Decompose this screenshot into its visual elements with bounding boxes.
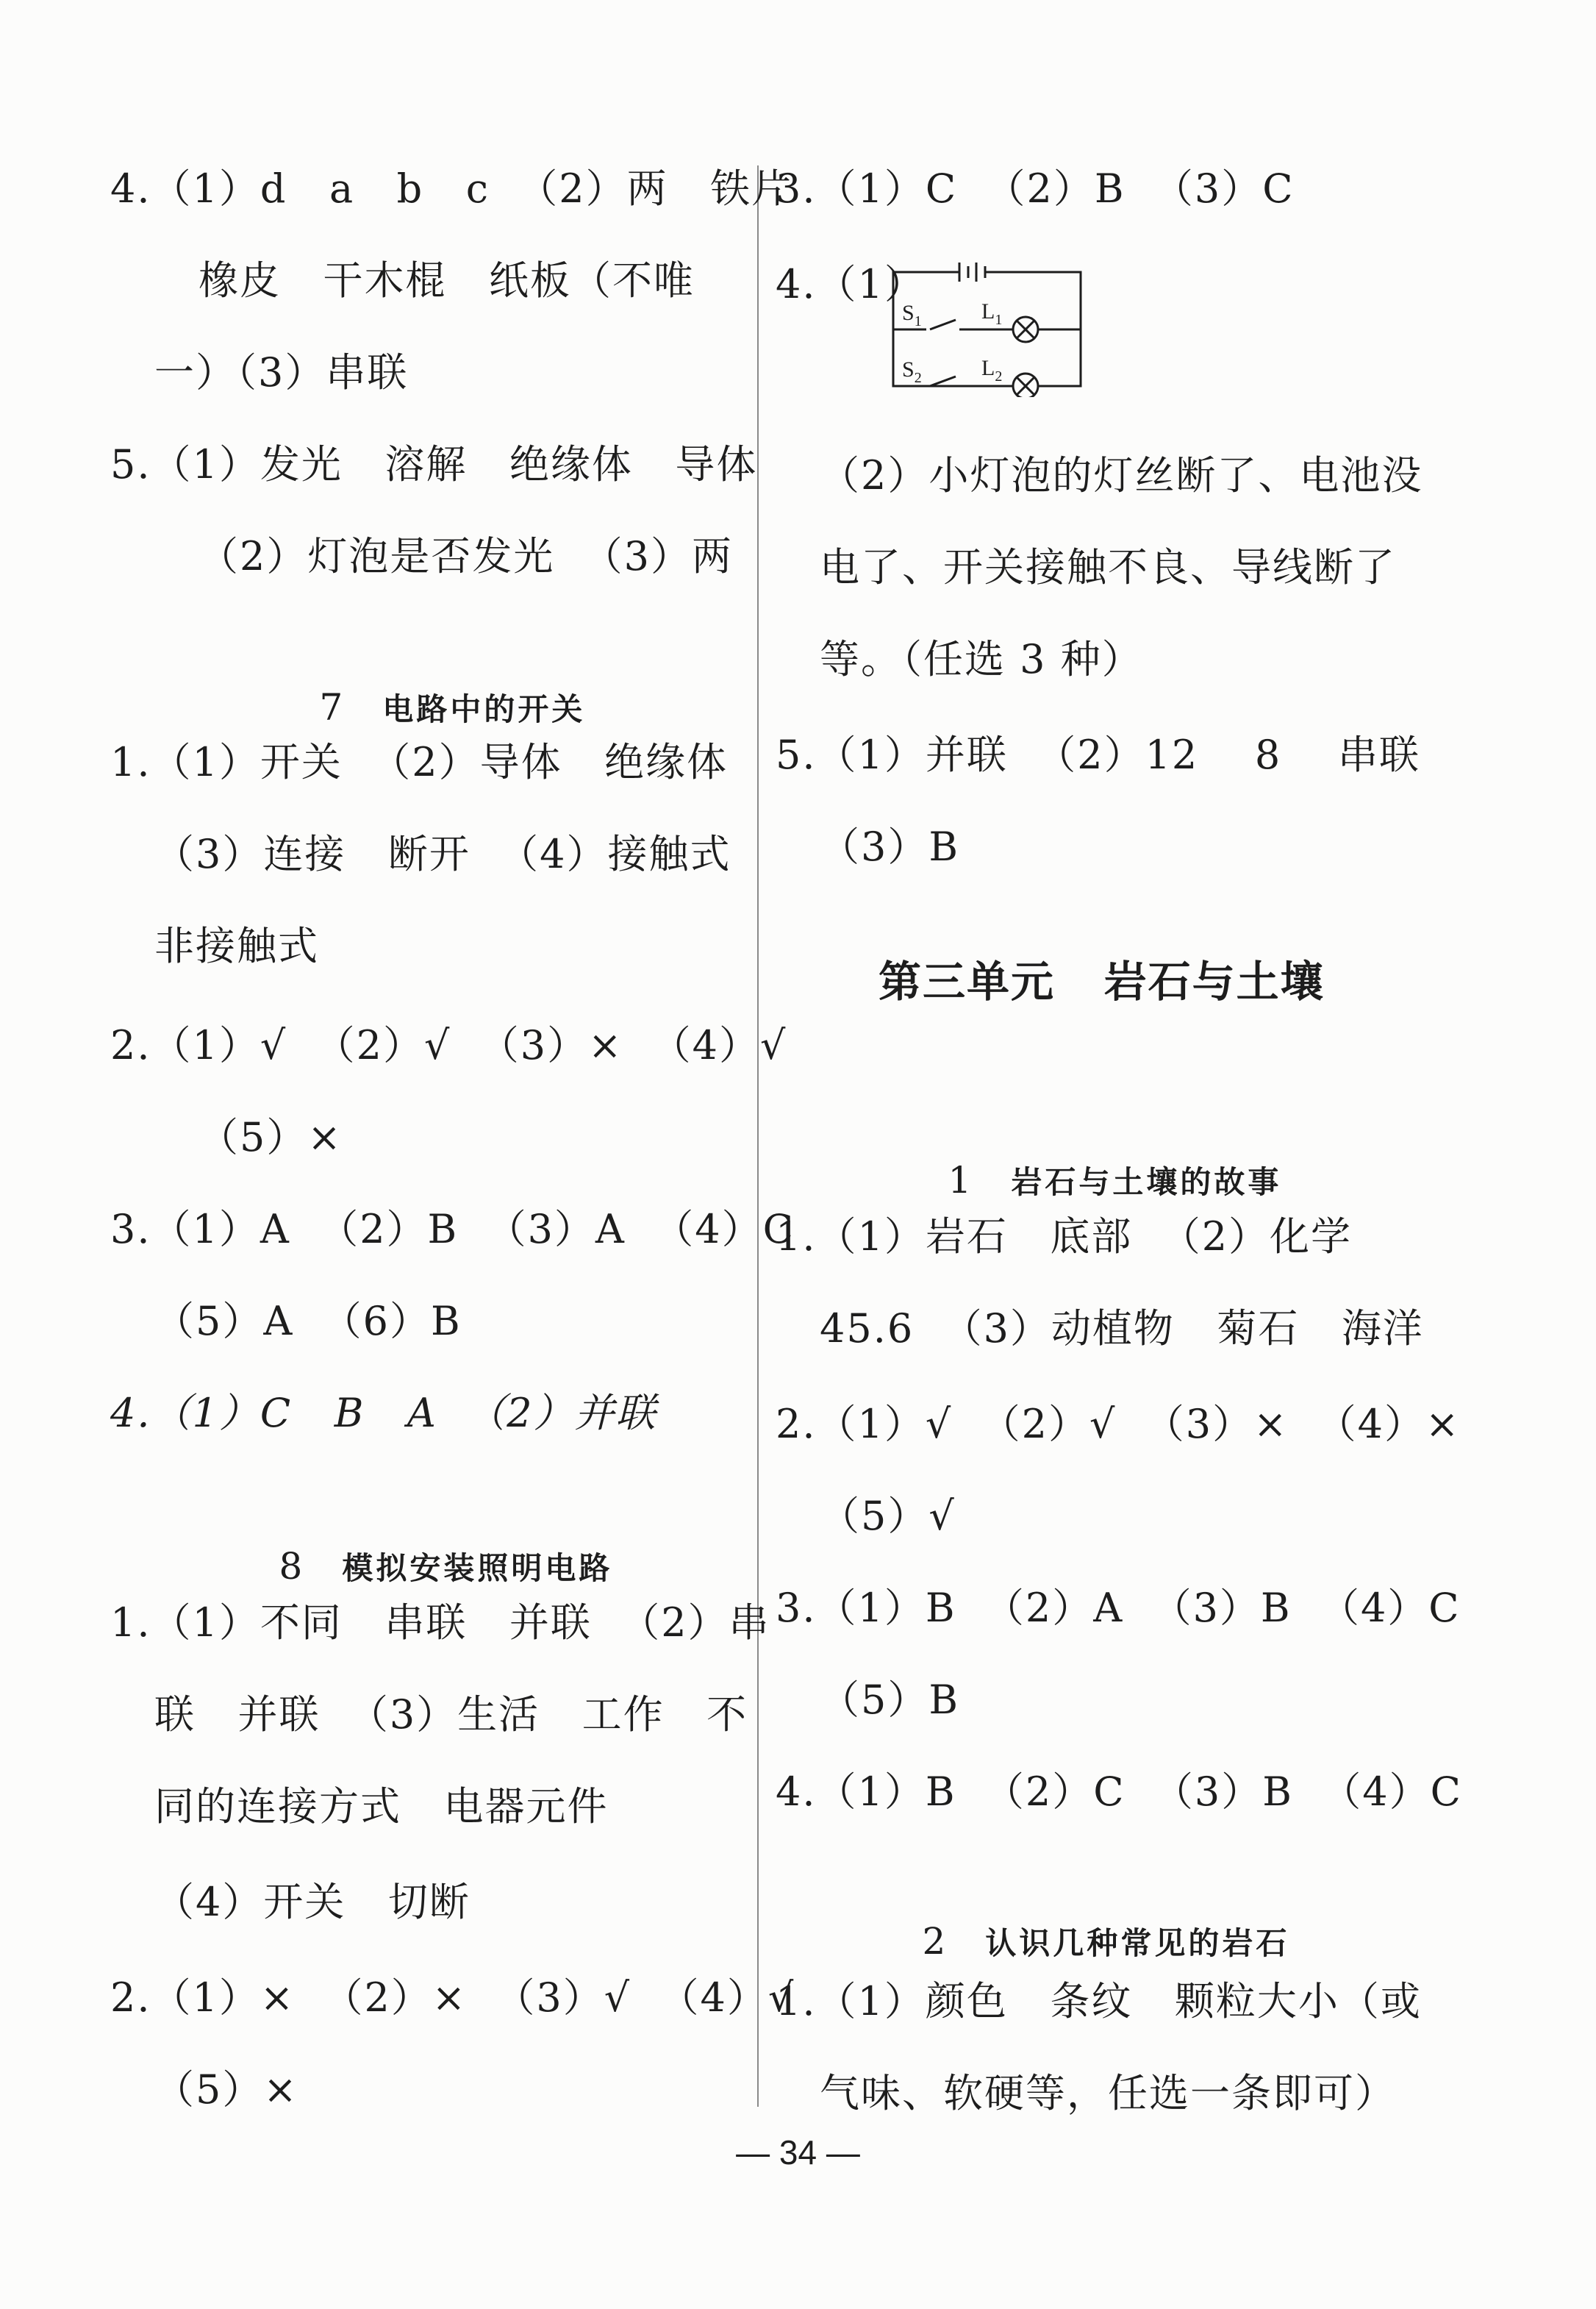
- answer-line: 联 并联 （3）生活 工作 不: [154, 1691, 748, 1738]
- answer-line: （5）A （6）B: [154, 1298, 462, 1344]
- answer-line: 1.（1）开关 （2）导体 绝缘体: [110, 739, 729, 785]
- answer-line: 3.（1）A （2）B （3）A （4）C: [110, 1206, 795, 1252]
- section-title: 岩石与土壤的故事: [1011, 1164, 1282, 1200]
- answer-line: 1.（1）不同 串联 并联 （2）串: [110, 1599, 770, 1646]
- answer-line: 45.6 （3）动植物 菊石 海洋: [820, 1305, 1424, 1352]
- answer-line: 气味、软硬等，任选一条即可）: [820, 2070, 1396, 2116]
- answer-line: 4.（1）C B A （2）并联: [110, 1390, 657, 1436]
- section-number: 2: [922, 1920, 949, 1963]
- answer-line: 1.（1）岩石 底部 （2）化学: [776, 1213, 1353, 1260]
- answer-line: 5.（1）并联 （2）12 8 串联: [776, 732, 1420, 778]
- answer-line: 2.（1）× （2）× （3）√ （4）√: [110, 1974, 795, 2021]
- answer-line: 一）（3）串联: [154, 349, 409, 396]
- answer-line: 非接触式: [154, 923, 319, 969]
- section-title: 认识几种常见的岩石: [985, 1925, 1290, 1961]
- answer-line: 4.（1）: [776, 261, 926, 307]
- switch-s2-label: $S_2$: [902, 357, 922, 386]
- answer-line: （2）灯泡是否发光 （3）两: [198, 533, 734, 579]
- answer-line: （5）×: [198, 1114, 343, 1160]
- answer-line: 橡皮 干木棍 纸板（不唯: [198, 257, 695, 304]
- circuit-diagram: [886, 254, 1084, 397]
- answer-line: （5）×: [154, 2066, 298, 2113]
- answer-line: 4.（1）d a b c （2）两 铁片: [110, 165, 793, 212]
- answer-line: （5）√: [820, 1493, 956, 1539]
- section-number: 1: [948, 1159, 975, 1202]
- switch-s1-label: $S_1$: [902, 301, 922, 329]
- answer-line: 3.（1）B （2）A （3）B （4）C: [776, 1585, 1461, 1631]
- lamp-l1-label: $L_1$: [981, 299, 1003, 328]
- section-number: 7: [319, 686, 346, 729]
- answer-line: 2.（1）√ （2）√ （3）× （4）√: [110, 1022, 787, 1068]
- answer-line: 4.（1）B （2）C （3）B （4）C: [776, 1769, 1462, 1815]
- answer-line: （3）B: [820, 824, 960, 870]
- section-number: 8: [279, 1545, 306, 1588]
- answer-line: 1.（1）颜色 条纹 颗粒大小（或: [776, 1978, 1422, 2024]
- answer-line: （3）连接 断开 （4）接触式: [154, 831, 731, 877]
- answer-line: 同的连接方式 电器元件: [154, 1783, 609, 1830]
- answer-line: 等。（任选 3 种）: [820, 636, 1143, 682]
- answer-line: 电了、开关接触不良、导线断了: [820, 544, 1396, 590]
- page-number: — 34 —: [736, 2133, 860, 2171]
- section-title: 模拟安装照明电路: [342, 1550, 613, 1586]
- answer-line: 5.（1）发光 溶解 绝缘体 导体: [110, 441, 758, 488]
- lamp-l2-label: $L_2$: [981, 356, 1003, 385]
- section-title: 电路中的开关: [382, 691, 586, 727]
- unit-title: 第三单元 岩石与土壤: [878, 957, 1325, 1007]
- answer-line: 2.（1）√ （2）√ （3）× （4）×: [776, 1401, 1461, 1447]
- answer-line: （5）B: [820, 1677, 960, 1723]
- answer-line: 3.（1）C （2）B （3）C: [776, 165, 1295, 212]
- answer-line: （2）小灯泡的灯丝断了、电池没: [820, 452, 1423, 499]
- answer-line: （4）开关 切断: [154, 1879, 470, 1925]
